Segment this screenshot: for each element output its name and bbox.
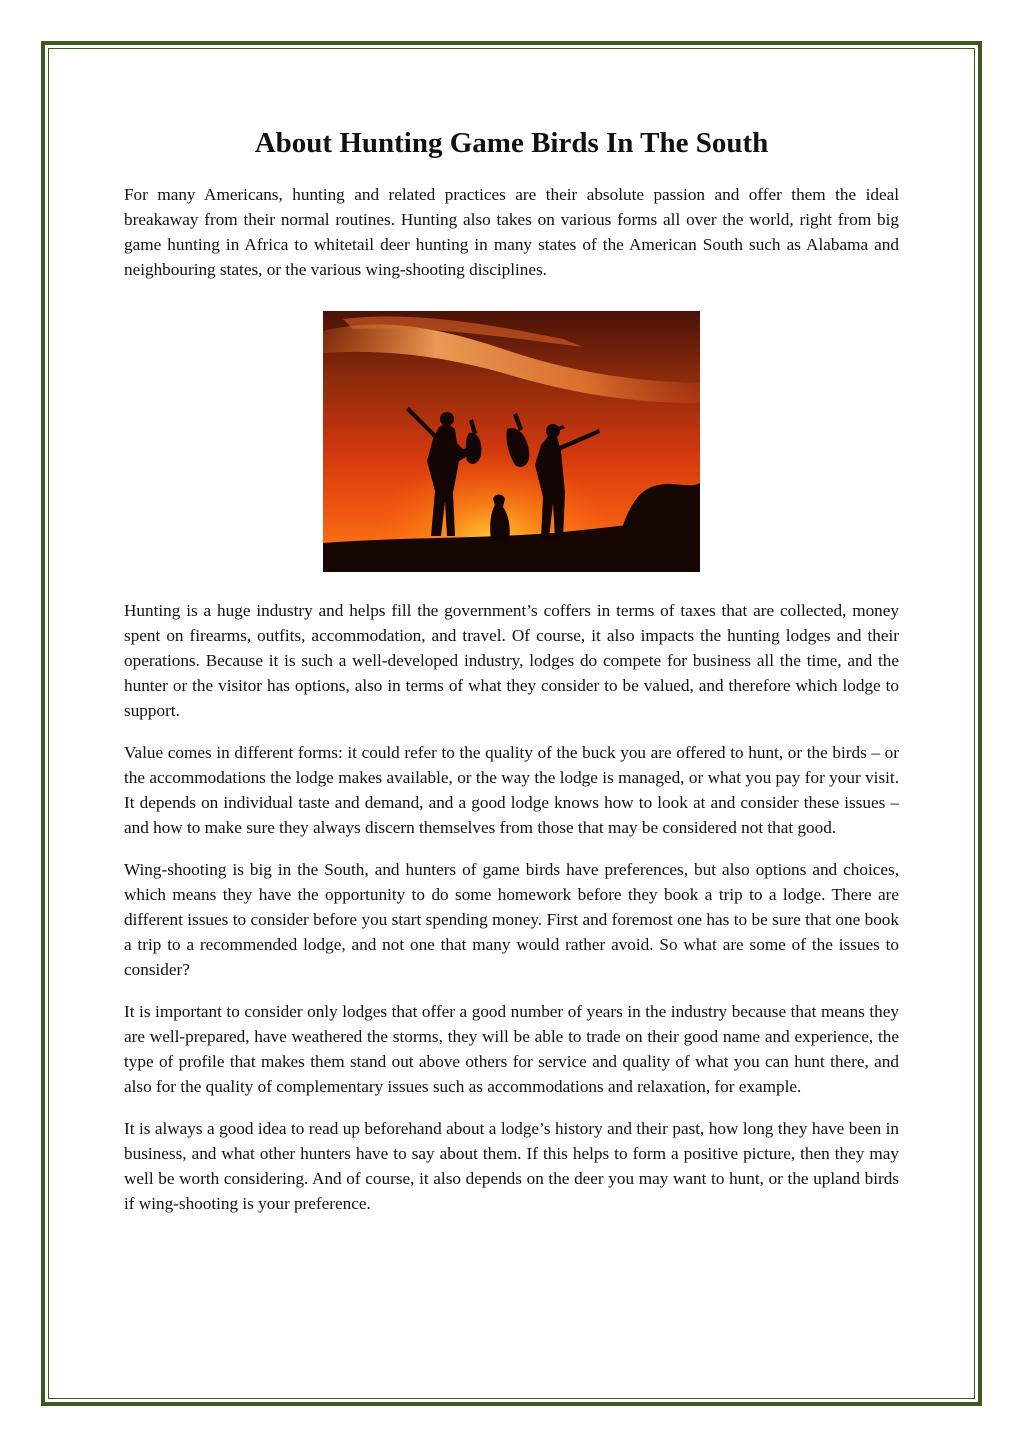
- paragraph-industry: Hunting is a huge industry and helps fill the government’s coffers in terms of taxes that are collected, money spent on firearms, outfits, accommodation, and travel. Of course, it also impacts the hunting lodges and their operations. Because it is such a well-developed industry, lodges do compete for business all the time, and the hunter or the visitor has options, also in terms of what they consider to be valued, and therefore which lodge to support.: [124, 601, 899, 720]
- paragraph-research: It is always a good idea to read up beforehand about a lodge’s history and their past, how long they have been in business, and what other hunters have to say about them. If this helps to form a positive picture, then they may well be worth considering. And of course, it also depends on the deer you may want to hunt, or the upland birds if wing-shooting is your preference.: [124, 1119, 899, 1213]
- paragraph-wing-shooting: Wing-shooting is big in the South, and hunters of game birds have preferences, but also options and choices, which means they have the opportunity to do some homework before they book a trip to a lodge. There are different issues to consider before you start spending money. First and foremost one has to be sure that one book a trip to a recommended lodge, and not one that many would rather avoid. So what are some of the issues to consider?: [124, 860, 899, 979]
- hunters-silhouette-image: [323, 311, 700, 572]
- document-body: [124, 124, 899, 1216]
- paragraph-experience: It is important to consider only lodges that offer a good number of years in the industry because that means they are well-prepared, have weathered the storms, they will be able to trade on their good name and experience, the type of profile that makes them stand out above others for service and quality of what you can hunt there, and also for the quality of complementary issues such as accommodations and relaxation, for example.: [124, 1002, 899, 1096]
- paragraph-intro: For many Americans, hunting and related practices are their absolute passion and offer them the ideal breakaway from their normal routines. Hunting also takes on various forms all over the world, right from big game hunting in Africa to whitetail deer hunting in many states of the American South such as Alabama and neighbouring states, or the various wing-shooting disciplines.: [124, 185, 899, 279]
- paragraph-value: Value comes in different forms: it could refer to the quality of the buck you are offered to hunt, or the birds – or the accommodations the lodge makes available, or the way the lodge is managed, or what you pay for your visit. It depends on individual taste and demand, and a good lodge knows how to look at and consider these issues – and how to make sure they always discern themselves from those that may be considered not that good.: [124, 743, 899, 837]
- hunters-sunset-photo: [323, 311, 700, 572]
- document-title: About Hunting Game Birds In The South: [254, 127, 769, 159]
